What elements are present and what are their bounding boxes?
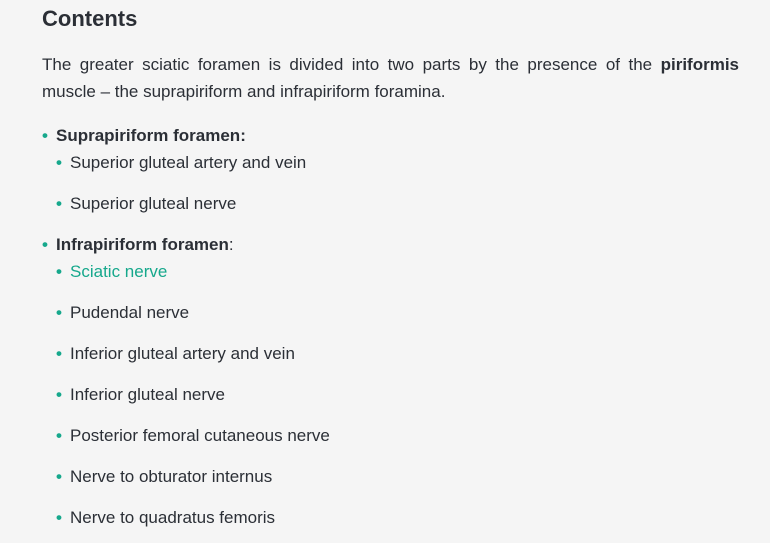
suprapiriform-contents-list [56,149,739,217]
intro-text-before: The greater sciatic foramen is divided into two parts by the presence of the [42,55,661,74]
bullet-icon: • [56,385,62,404]
list-item-text: Superior gluteal artery and vein [70,153,307,172]
list-item-text: Pudendal nerve [70,303,190,322]
infrapiriform-contents-list [56,258,739,531]
group-label: Infrapiriform foramen [56,235,229,254]
list-item [56,340,739,367]
list-item-suprapiriform [42,122,739,217]
list-item [56,381,739,408]
bullet-icon: • [56,262,62,281]
list-item [56,149,739,176]
intro-bold-term: piriformis [660,55,739,74]
intro-paragraph [42,51,739,105]
bullet-icon: • [56,508,62,527]
group-label-suffix: : [228,235,234,254]
group-label: Suprapiriform foramen: [56,126,246,145]
sciatic-nerve-link[interactable]: Sciatic nerve [70,262,168,281]
bullet-icon: • [56,153,62,172]
intro-text-after: muscle – the suprapiriform and infrapiriform foramina. [42,82,446,101]
list-item-text: Inferior gluteal nerve [70,385,225,404]
list-item-infrapiriform [42,231,739,531]
list-item [56,463,739,490]
bullet-icon: • [56,344,62,363]
foramen-list [42,122,739,531]
bullet-icon: • [42,126,48,145]
list-item-text: Nerve to quadratus femoris [70,508,276,527]
list-item-text: Superior gluteal nerve [70,194,237,213]
list-item [56,258,739,285]
bullet-icon: • [56,303,62,322]
list-item [56,299,739,326]
section-heading: Contents [42,6,138,31]
bullet-icon: • [56,426,62,445]
bullet-icon: • [56,467,62,486]
list-item [56,504,739,531]
bullet-icon: • [42,235,48,254]
bullet-icon: • [56,194,62,213]
list-item [56,422,739,449]
list-item-text: Posterior femoral cutaneous nerve [70,426,330,445]
article-content [42,0,739,531]
list-item [56,190,739,217]
list-item-text: Nerve to obturator internus [70,467,273,486]
list-item-text: Inferior gluteal artery and vein [70,344,295,363]
